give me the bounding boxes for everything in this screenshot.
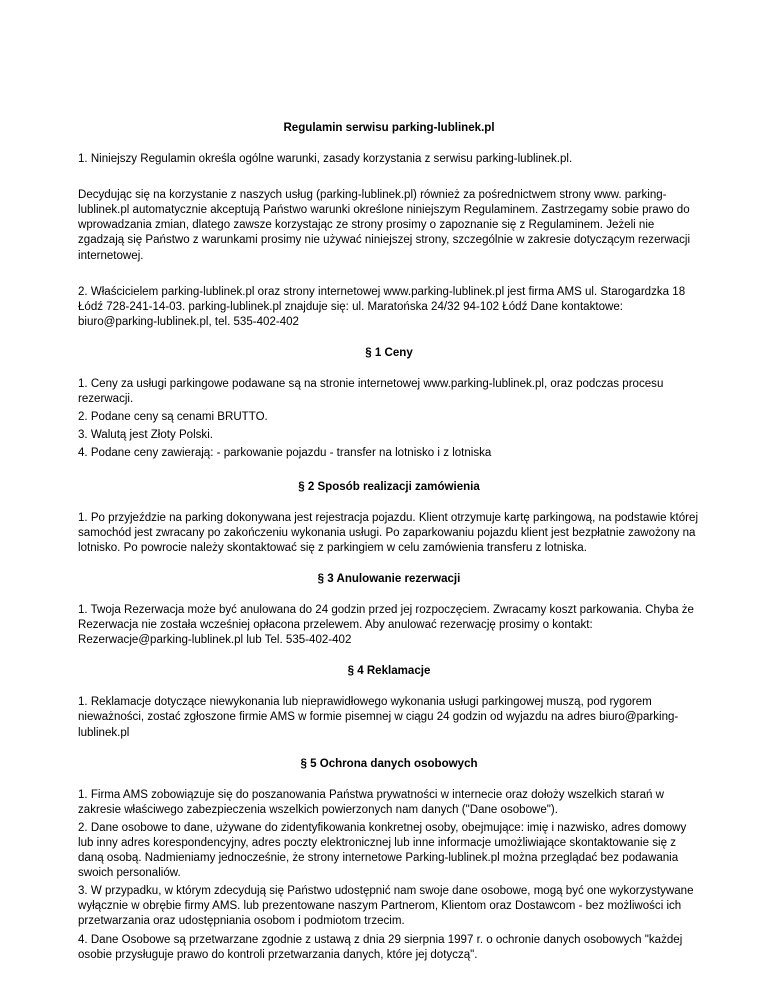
- section-item: 3. Walutą jest Złoty Polski.: [78, 429, 213, 442]
- section-item: 3. W przypadku, w którym zdecydują się Państwo udostępnić nam swoje dane osobowe, mogą być one wykorzystywane wyłącznie w obrębie firmy AMS. lub prezentowane naszym Partnerom, Klientom oraz Dostawcom - bez możliwości ich przetwarzania oraz udostępniania osobom i podmiotom trzecim.: [78, 885, 694, 928]
- document-title: Regulamin serwisu parking-lublinek.pl: [283, 122, 495, 134]
- section-prices: [78, 346, 700, 462]
- section-item: 1. Po przyjeździe na parking dokonywana jest rejestracja pojazdu. Klient otrzymuje kartę parkingową, na podstawie której samochód jest zwracany po zakończeniu wykonania usługi. Po zaparkowaniu pojazdu klient jest bezpłatnie zawożony na lotnisko. Po powrocie należy skontaktować się z parkingiem w celu zamówienia transferu z lotniska.: [78, 511, 699, 554]
- section-heading: § 5 Ochrona danych osobowych: [300, 757, 478, 770]
- section-heading: § 2 Sposób realizacji zamówienia: [298, 480, 480, 493]
- section-item: 1. Twoja Rezerwacja może być anulowana do 24 godzin przed jej rozpoczęciem. Zwracamy koszt parkowania. Chyba że Rezerwacja nie została wcześniej opłacona przelewem. Aby anulować rezerwację prosimy o kontakt: Rezerwacje@parking-lublinek.pl lub Tel. 535-402-402: [78, 603, 694, 647]
- section-heading: § 3 Anulowanie rezerwacji: [317, 572, 461, 585]
- section-order-fulfillment: [78, 480, 700, 556]
- section-item: 1. Firma AMS zobowiązuje się do poszanowania Państwa prywatności w internecie oraz dołoży wszelkich starań w zakresie właściwego zabezpieczenia wszelkich powierzonych nam danych ("Dane osobowe").: [78, 788, 664, 816]
- section-cancellation: [78, 572, 700, 648]
- section-item: 4. Podane ceny zawierają: - parkowanie pojazdu - transfer na lotnisko i z lotniska: [78, 447, 492, 460]
- section-data-protection: [78, 757, 700, 963]
- regulation-document: [78, 121, 700, 966]
- section-item: 2. Podane ceny są cenami BRUTTO.: [78, 411, 268, 424]
- section-item: 1. Ceny za usługi parkingowe podawane są na stronie internetowej www.parking-lublinek.pl, oraz podczas procesu rezerwacji.: [78, 378, 664, 406]
- section-heading: § 1 Ceny: [365, 346, 413, 359]
- section-item: 1. Reklamacje dotyczące niewykonania lub nieprawidłowego wykonania usługi parkingowej muszą, pod rygorem nieważności, zostać zgłoszone firmie AMS w formie pisemnej w ciągu 24 godzin od wyjazdu na adres biuro@parking-lublinek.pl: [78, 696, 679, 739]
- intro-paragraph-2: Decydując się na korzystanie z naszych usług (parking-lublinek.pl) również za pośrednictwem strony www. parking-lublinek.pl automatycznie akceptują Państwo warunki określone niniejszym Regulaminem. Zastrzegamy sobie prawo do wprowadzania zmian, dlatego zawsze korzystając ze strony prosimy o zapoznanie się z Regulaminem. Jeżeli nie zgadzają się Państwo z warunkami prosimy nie używać niniejszej strony, szczególnie w zakresie dotyczącym rezerwacji internetowej.: [78, 189, 691, 262]
- intro-paragraph-1: 1. Niniejszy Regulamin określa ogólne warunki, zasady korzystania z serwisu parking-lublinek.pl.: [78, 153, 573, 166]
- section-item: 4. Dane Osobowe są przetwarzane zgodnie z ustawą z dnia 29 sierpnia 1997 r. o ochronie danych osobowych "każdej osobie przysługuje prawo do kontroli przetwarzania danych, które jej dotyczą".: [78, 933, 683, 961]
- section-heading: § 4 Reklamacje: [347, 665, 431, 678]
- section-item: 2. Dane osobowe to dane, używane do zidentyfikowania konkretnej osoby, obejmujące: imię i nazwisko, adres domowy lub inny adres korespondencyjny, adres poczty elektronicznej lub inne informacje umożliwiające skontaktowanie się z daną osobą. Nadmieniamy jednocześnie, że strony internetowe Parking-lublinek.pl można przeglądać bez podawania swoich personaliów.: [78, 821, 687, 880]
- section-complaints: [78, 664, 700, 740]
- intro-paragraph-3: 2. Właścicielem parking-lublinek.pl oraz strony internetowej www.parking-lublinek.pl jest firma AMS ul. Starogardzka 18 Łódź 728-241-14-03. parking-lublinek.pl znajduje się: ul. Maratońska 24/32 94-102 Łódź Dane kontaktowe: biuro@parking-lublinek.pl, tel. 535-402-402: [78, 285, 686, 328]
